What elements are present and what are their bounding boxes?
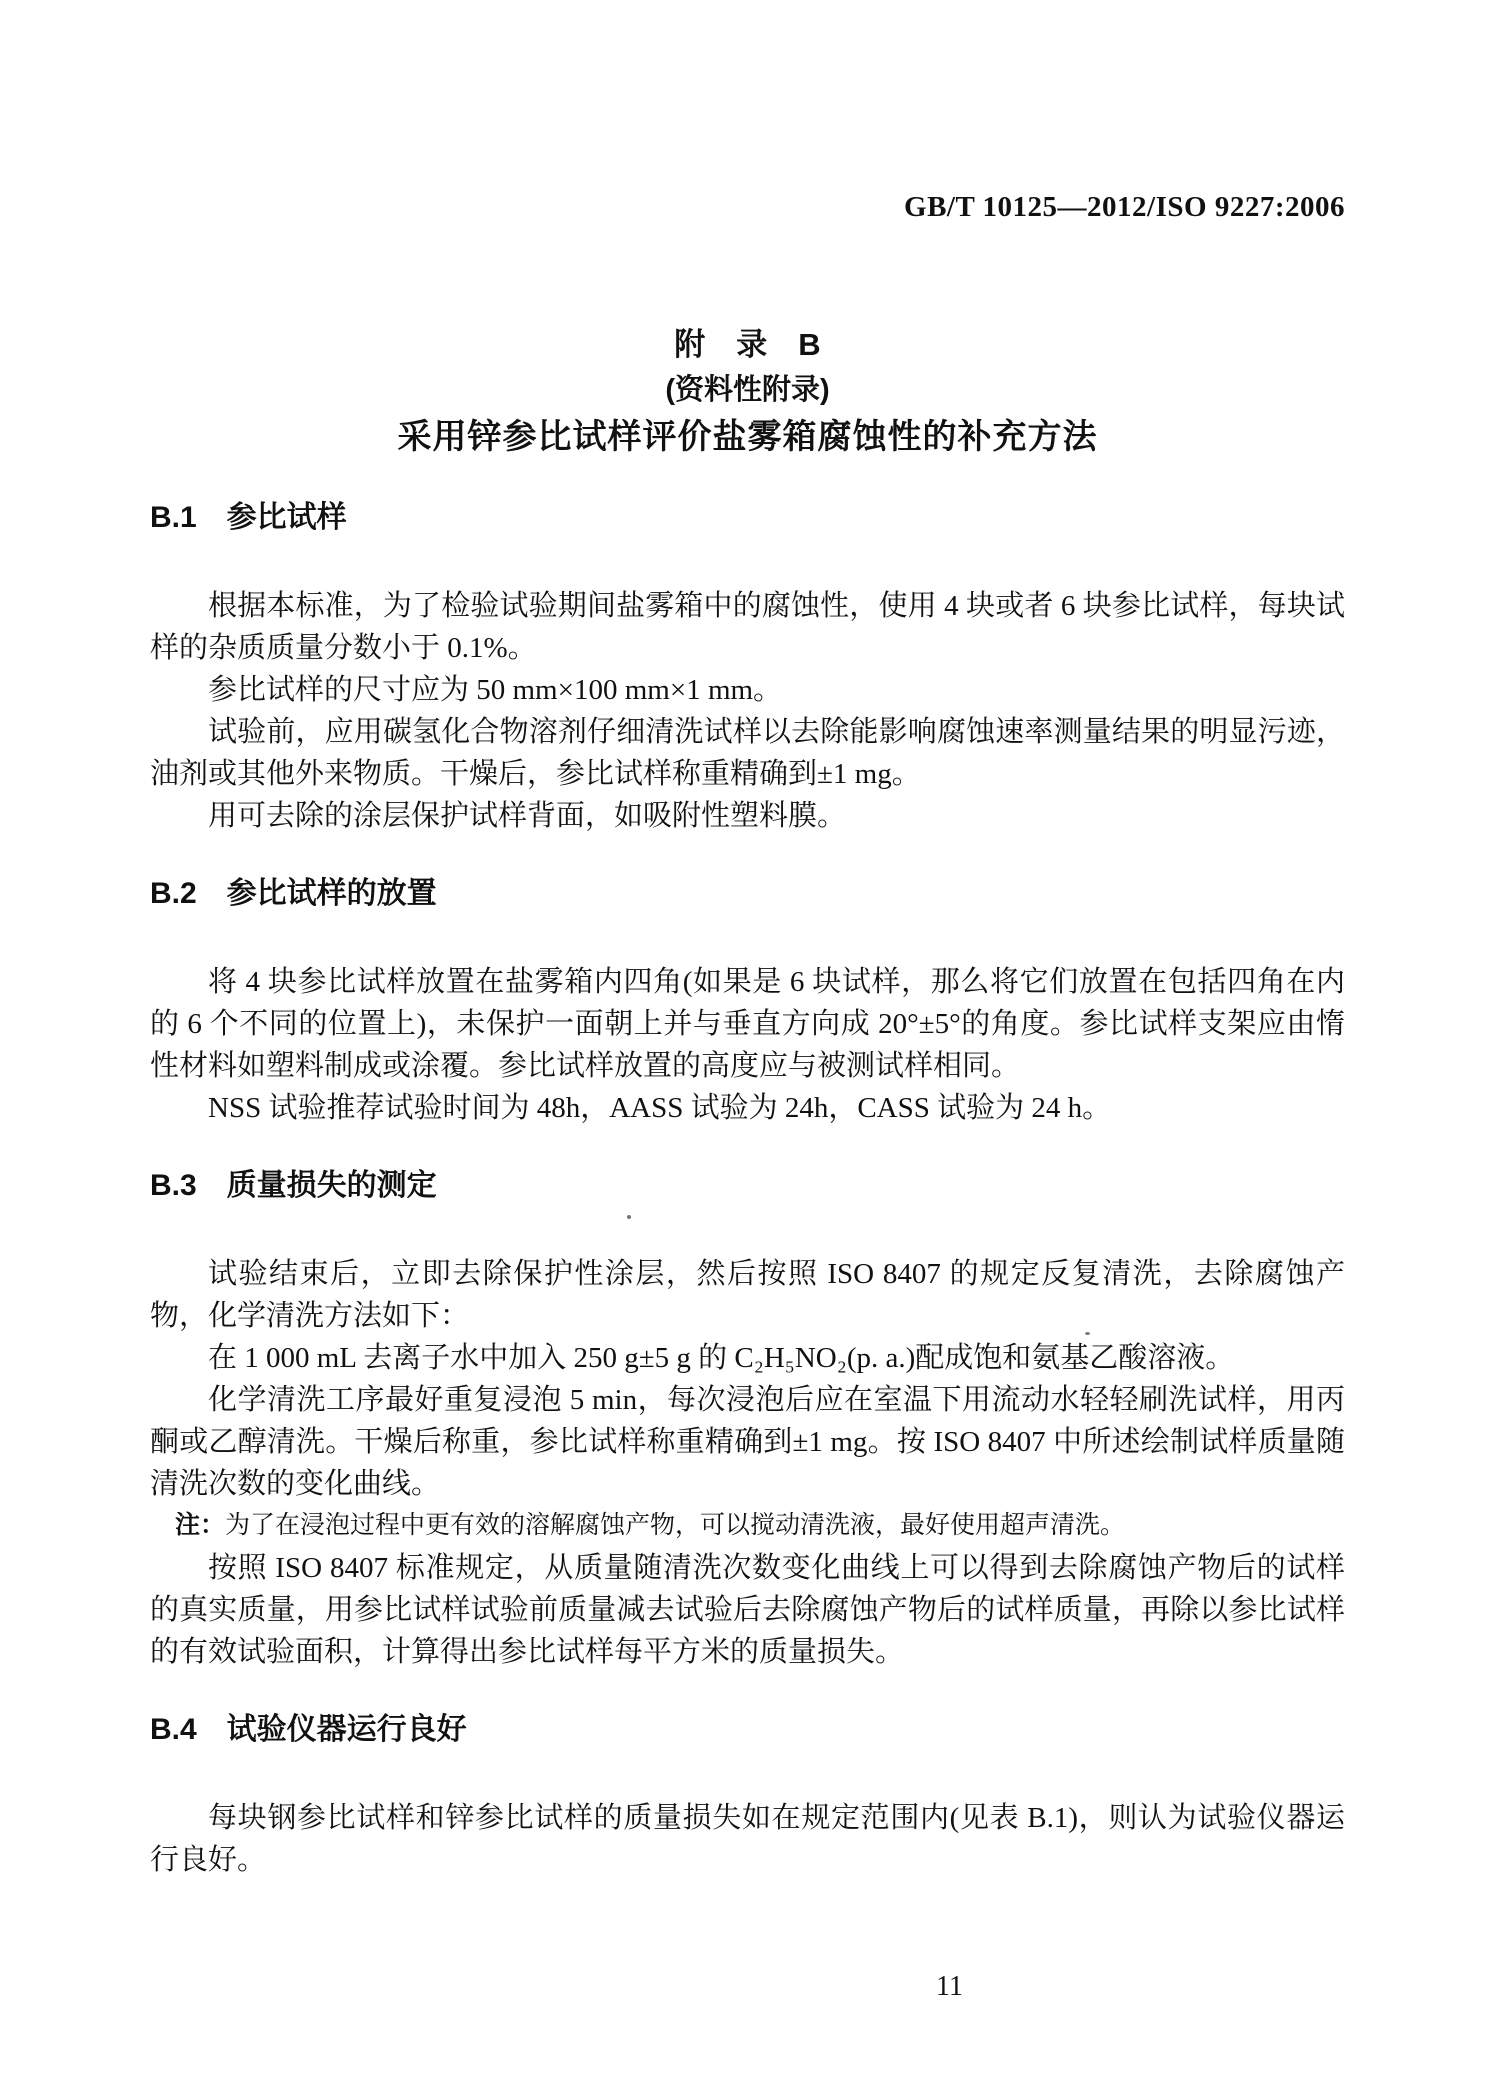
section-b2-paragraph: 将 4 块参比试样放置在盐雾箱内四角(如果是 6 块试样，那么将它们放置在包括四角在内的 6 个不同的位置上)，未保护一面朝上并与垂直方向成 20°±5°的角度。参比试样支架应由惰性材料如塑料制成或涂覆。参比试样放置的高度应与被测试样相同。 (150, 966, 1345, 1082)
section-b4 (150, 1709, 1345, 1881)
section-b3 (150, 1165, 1345, 1673)
section-b3-paragraph: 按照 ISO 8407 标准规定，从质量随清洗次数变化曲线上可以得到去除腐蚀产物后的试样的真实质量，用参比试样试验前质量减去试验后去除腐蚀产物后的试样质量，再除以参比试样的有效试验面积，计算得出参比试样每平方米的质量损失。 (150, 1552, 1345, 1668)
scan-speck (1085, 1332, 1090, 1335)
page-number: 11 (936, 1971, 963, 2002)
section-b1-paragraph: 试验前，应用碳氢化合物溶剂仔细清洗试样以去除能影响腐蚀速率测量结果的明显污迹，油剂或其他外来物质。干燥后，参比试样称重精确到±1 mg。 (150, 716, 1345, 790)
section-b3-heading: B.3 质量损失的测定 (150, 1169, 437, 1202)
note-label: 注： (175, 1512, 226, 1539)
section-b3-paragraph: 在 1 000 mL 去离子水中加入 250 g±5 g 的 C₂H₅NO₂(p. a.)配成饱和氨基乙酸溶液。 (208, 1342, 1235, 1374)
section-b4-heading: B.4 试验仪器运行良好 (150, 1713, 467, 1746)
section-b1-paragraph: 参比试样的尺寸应为 50 mm×100 mm×1 mm。 (208, 674, 783, 706)
section-b2 (150, 873, 1345, 1129)
note-text: 为了在浸泡过程中更有效的溶解腐蚀产物，可以搅动清洗液，最好使用超声清洗。 (225, 1512, 1126, 1539)
section-b1 (150, 497, 1345, 837)
section-b3-paragraph: 化学清洗工序最好重复浸泡 5 min，每次浸泡后应在室温下用流动水轻轻刷洗试样，用丙酮或乙醇清洗。干燥后称重，参比试样称重精确到±1 mg。按 ISO 8407 中所述绘制试样质量随清洗次数的变化曲线。 (150, 1384, 1345, 1500)
appendix-label: 附 录 B (674, 327, 821, 362)
section-b1-paragraph: 用可去除的涂层保护试样背面，如吸附性塑料膜。 (208, 800, 847, 832)
section-b3-paragraph: 试验结束后，立即去除保护性涂层，然后按照 ISO 8407 的规定反复清洗，去除腐蚀产物，化学清洗方法如下： (150, 1258, 1345, 1332)
section-b1-heading: B.1 参比试样 (150, 501, 347, 534)
standard-number: GB/T 10125—2012/ISO 9227:2006 (904, 191, 1345, 223)
section-b4-paragraph: 每块钢参比试样和锌参比试样的质量损失如在规定范围内(见表 B.1)，则认为试验仪器运行良好。 (150, 1802, 1345, 1876)
section-b1-paragraph: 根据本标准，为了检验试验期间盐雾箱中的腐蚀性，使用 4 块或者 6 块参比试样，每块试样的杂质质量分数小于 0.1%。 (150, 590, 1345, 664)
section-b2-heading: B.2 参比试样的放置 (150, 877, 437, 910)
appendix-title: 采用锌参比试样评价盐雾箱腐蚀性的补充方法 (397, 418, 1098, 456)
appendix-type: (资料性附录) (665, 374, 830, 406)
section-b3-note (150, 1507, 1345, 1544)
section-b2-paragraph: NSS 试验推荐试验时间为 48h，AASS 试验为 24h，CASS 试验为 24 h。 (208, 1092, 1112, 1124)
appendix-title-block (150, 322, 1345, 461)
scan-speck (627, 1215, 631, 1219)
